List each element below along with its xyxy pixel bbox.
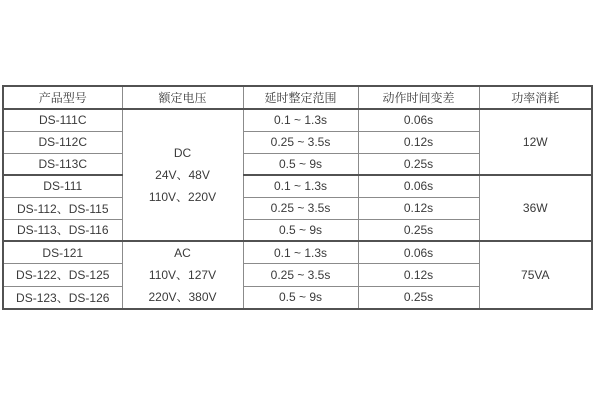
- cell-delay-range: 0.5 ~ 9s: [243, 286, 358, 309]
- cell-power: 12W: [479, 109, 592, 175]
- col-header-power-consumption: 功率消耗: [479, 86, 592, 109]
- voltage-system-line: DC: [173, 146, 192, 160]
- cell-time-variance: 0.12s: [358, 131, 479, 153]
- voltage-system-line: AC: [174, 246, 191, 260]
- cell-model: DS-123、DS-126: [3, 286, 122, 309]
- cell-rated-voltage-ac: [122, 241, 243, 309]
- cell-model: DS-113C: [3, 153, 122, 175]
- cell-delay-range: 0.1 ~ 1.3s: [243, 109, 358, 131]
- cell-model: DS-112C: [3, 131, 122, 153]
- voltage-line: 110V、220V: [148, 190, 217, 204]
- relay-spec-table: [2, 85, 593, 310]
- cell-delay-range: 0.25 ~ 3.5s: [243, 197, 358, 219]
- col-header-action-time-variance: 动作时间变差: [358, 86, 479, 109]
- cell-time-variance: 0.25s: [358, 286, 479, 309]
- cell-time-variance: 0.06s: [358, 175, 479, 197]
- cell-model: DS-122、DS-125: [3, 264, 122, 287]
- voltage-line: 24V、48V: [155, 168, 210, 182]
- voltage-line: 220V、380V: [148, 290, 217, 304]
- cell-time-variance: 0.12s: [358, 197, 479, 219]
- cell-power: 36W: [479, 175, 592, 241]
- header-row: [3, 86, 592, 109]
- cell-power: 75VA: [479, 241, 592, 309]
- voltage-line: 110V、127V: [148, 268, 217, 282]
- cell-time-variance: 0.06s: [358, 109, 479, 131]
- cell-model: DS-111C: [3, 109, 122, 131]
- cell-time-variance: 0.25s: [358, 153, 479, 175]
- cell-time-variance: 0.25s: [358, 219, 479, 241]
- cell-model: DS-121: [3, 241, 122, 264]
- cell-time-variance: 0.06s: [358, 241, 479, 264]
- table-row: [3, 175, 592, 197]
- col-header-product-model: 产品型号: [3, 86, 122, 109]
- cell-delay-range: 0.1 ~ 1.3s: [243, 175, 358, 197]
- cell-rated-voltage-dc: [122, 109, 243, 241]
- cell-delay-range: 0.1 ~ 1.3s: [243, 241, 358, 264]
- cell-time-variance: 0.12s: [358, 264, 479, 287]
- cell-model: DS-112、DS-115: [3, 197, 122, 219]
- cell-delay-range: 0.5 ~ 9s: [243, 153, 358, 175]
- cell-delay-range: 0.25 ~ 3.5s: [243, 264, 358, 287]
- table-row: [3, 241, 592, 264]
- cell-delay-range: 0.25 ~ 3.5s: [243, 131, 358, 153]
- col-header-delay-setting-range: 延时整定范围: [243, 86, 358, 109]
- col-header-rated-voltage: 额定电压: [122, 86, 243, 109]
- cell-delay-range: 0.5 ~ 9s: [243, 219, 358, 241]
- table-row: [3, 109, 592, 131]
- cell-model: DS-113、DS-116: [3, 219, 122, 241]
- cell-model: DS-111: [3, 175, 122, 197]
